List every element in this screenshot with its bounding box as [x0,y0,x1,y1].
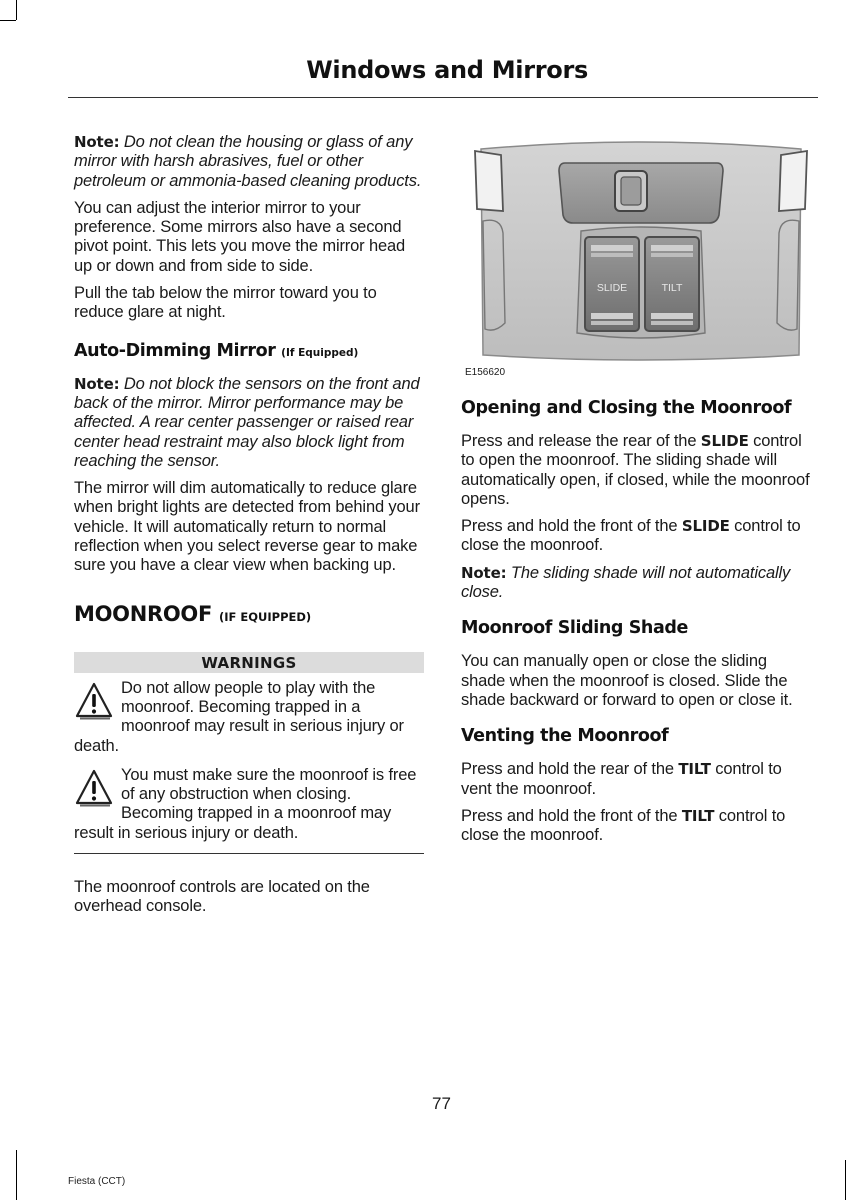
control-name: TILT [678,760,711,779]
note-text: Do not clean the housing or glass of any mirror with harsh abrasives, fuel or other petroleum or ammonia-based cleaning products. [74,133,422,190]
heading-venting: Venting the Moonroof [461,726,669,747]
page-number: 77 [432,1094,451,1113]
crop-mark [0,20,16,21]
slide-button-label: SLIDE [596,282,628,294]
paragraph-auto-dim: The mirror will dim automatically to reduce glare when bright lights are detected from behind your vehicle. It will automatically return to normal reflection when you select reverse gear to make sure you have a clear view when backing up. [74,479,420,575]
heading-text: Auto-Dimming Mirror [74,340,276,361]
text: Press and release the rear of the [461,432,701,450]
warnings-divider [74,853,424,854]
paragraph-adjust-mirror: You can adjust the interior mirror to your preference. Some mirrors also have a second pivot point. This lets you move the mirror head up or down and from side to side. [74,198,406,275]
note-cleaning [74,133,424,191]
note-shade [461,564,813,603]
heading-text: MOONROOF [74,601,212,626]
crop-mark [16,1150,17,1200]
page-title: Windows and Mirrors [306,56,588,84]
warning-text: You must make sure the moonroof is free of any obstruction when closing. Becoming trapped in a moonroof may result in serious injury or death. [74,765,417,842]
text: Press and hold the front of the [461,806,682,825]
heading-sliding-shade: Moonroof Sliding Shade [461,618,688,639]
control-name: TILT [681,806,715,825]
tilt-button-label: TILT [661,282,683,294]
control-name: SLIDE [681,517,730,536]
warning-triangle-icon [74,681,114,721]
text: control to open the moonroof. The sliding shade will automatically open, if closed, while the moonroof opens. [461,432,810,508]
header-divider [68,97,818,98]
crop-mark [16,0,17,20]
right-column [461,133,813,853]
paragraph-vent [461,760,813,799]
overhead-console-illustration [473,133,809,365]
text: Press and hold the rear of the [461,760,679,779]
control-name: SLIDE [700,432,749,450]
warning-item [74,679,424,756]
paragraph-controls-location: The moonroof controls are located on the overhead console. [74,878,370,916]
note-label: Note: [461,563,507,582]
warnings-title: WARNINGS [74,652,424,673]
paragraph-vent-close [461,807,813,846]
note-sensors [74,375,424,471]
footer-text: Fiesta (CCT) [68,1176,126,1187]
paragraph-sliding-shade: You can manually open or close the sliding shade when the moonroof is closed. Slide the shade backward or forward to open or close it. [461,652,793,709]
text: Press and hold the front of the [461,517,682,536]
paragraph-pull-tab: Pull the tab below the mirror toward you to reduce glare at night. [74,284,377,322]
heading-auto-dimming [74,341,424,361]
text: control to close the moonroof. [461,806,786,845]
paragraph-close-moonroof [461,517,813,556]
warning-item [74,766,424,843]
warning-triangle-icon [74,768,114,808]
note-text: Do not block the sensors on the front and back of the mirror. Mirror performance may be affected. A rear center passenger or raised rear center head restraint may also block light from reaching the sensor. [74,374,420,470]
heading-qualifier: (If Equipped) [281,346,359,359]
warning-text: Do not allow people to play with the moonroof. Becoming trapped in a moonroof may result in serious injury or death. [74,678,404,755]
note-text: The sliding shade will not automatically close. [461,563,791,602]
paragraph-open-moonroof [461,432,813,509]
text: control to close the moonroof. [461,517,801,555]
heading-opening-closing: Opening and Closing the Moonroof [461,398,792,418]
figure-id: E156620 [465,367,506,378]
note-label: Note: [74,374,120,393]
note-label: Note: [74,133,120,151]
heading-qualifier: (IF EQUIPPED) [219,609,312,624]
text: control to vent the moonroof. [461,760,782,798]
left-column [74,133,424,925]
heading-moonroof [74,602,424,626]
crop-mark [845,1160,846,1200]
